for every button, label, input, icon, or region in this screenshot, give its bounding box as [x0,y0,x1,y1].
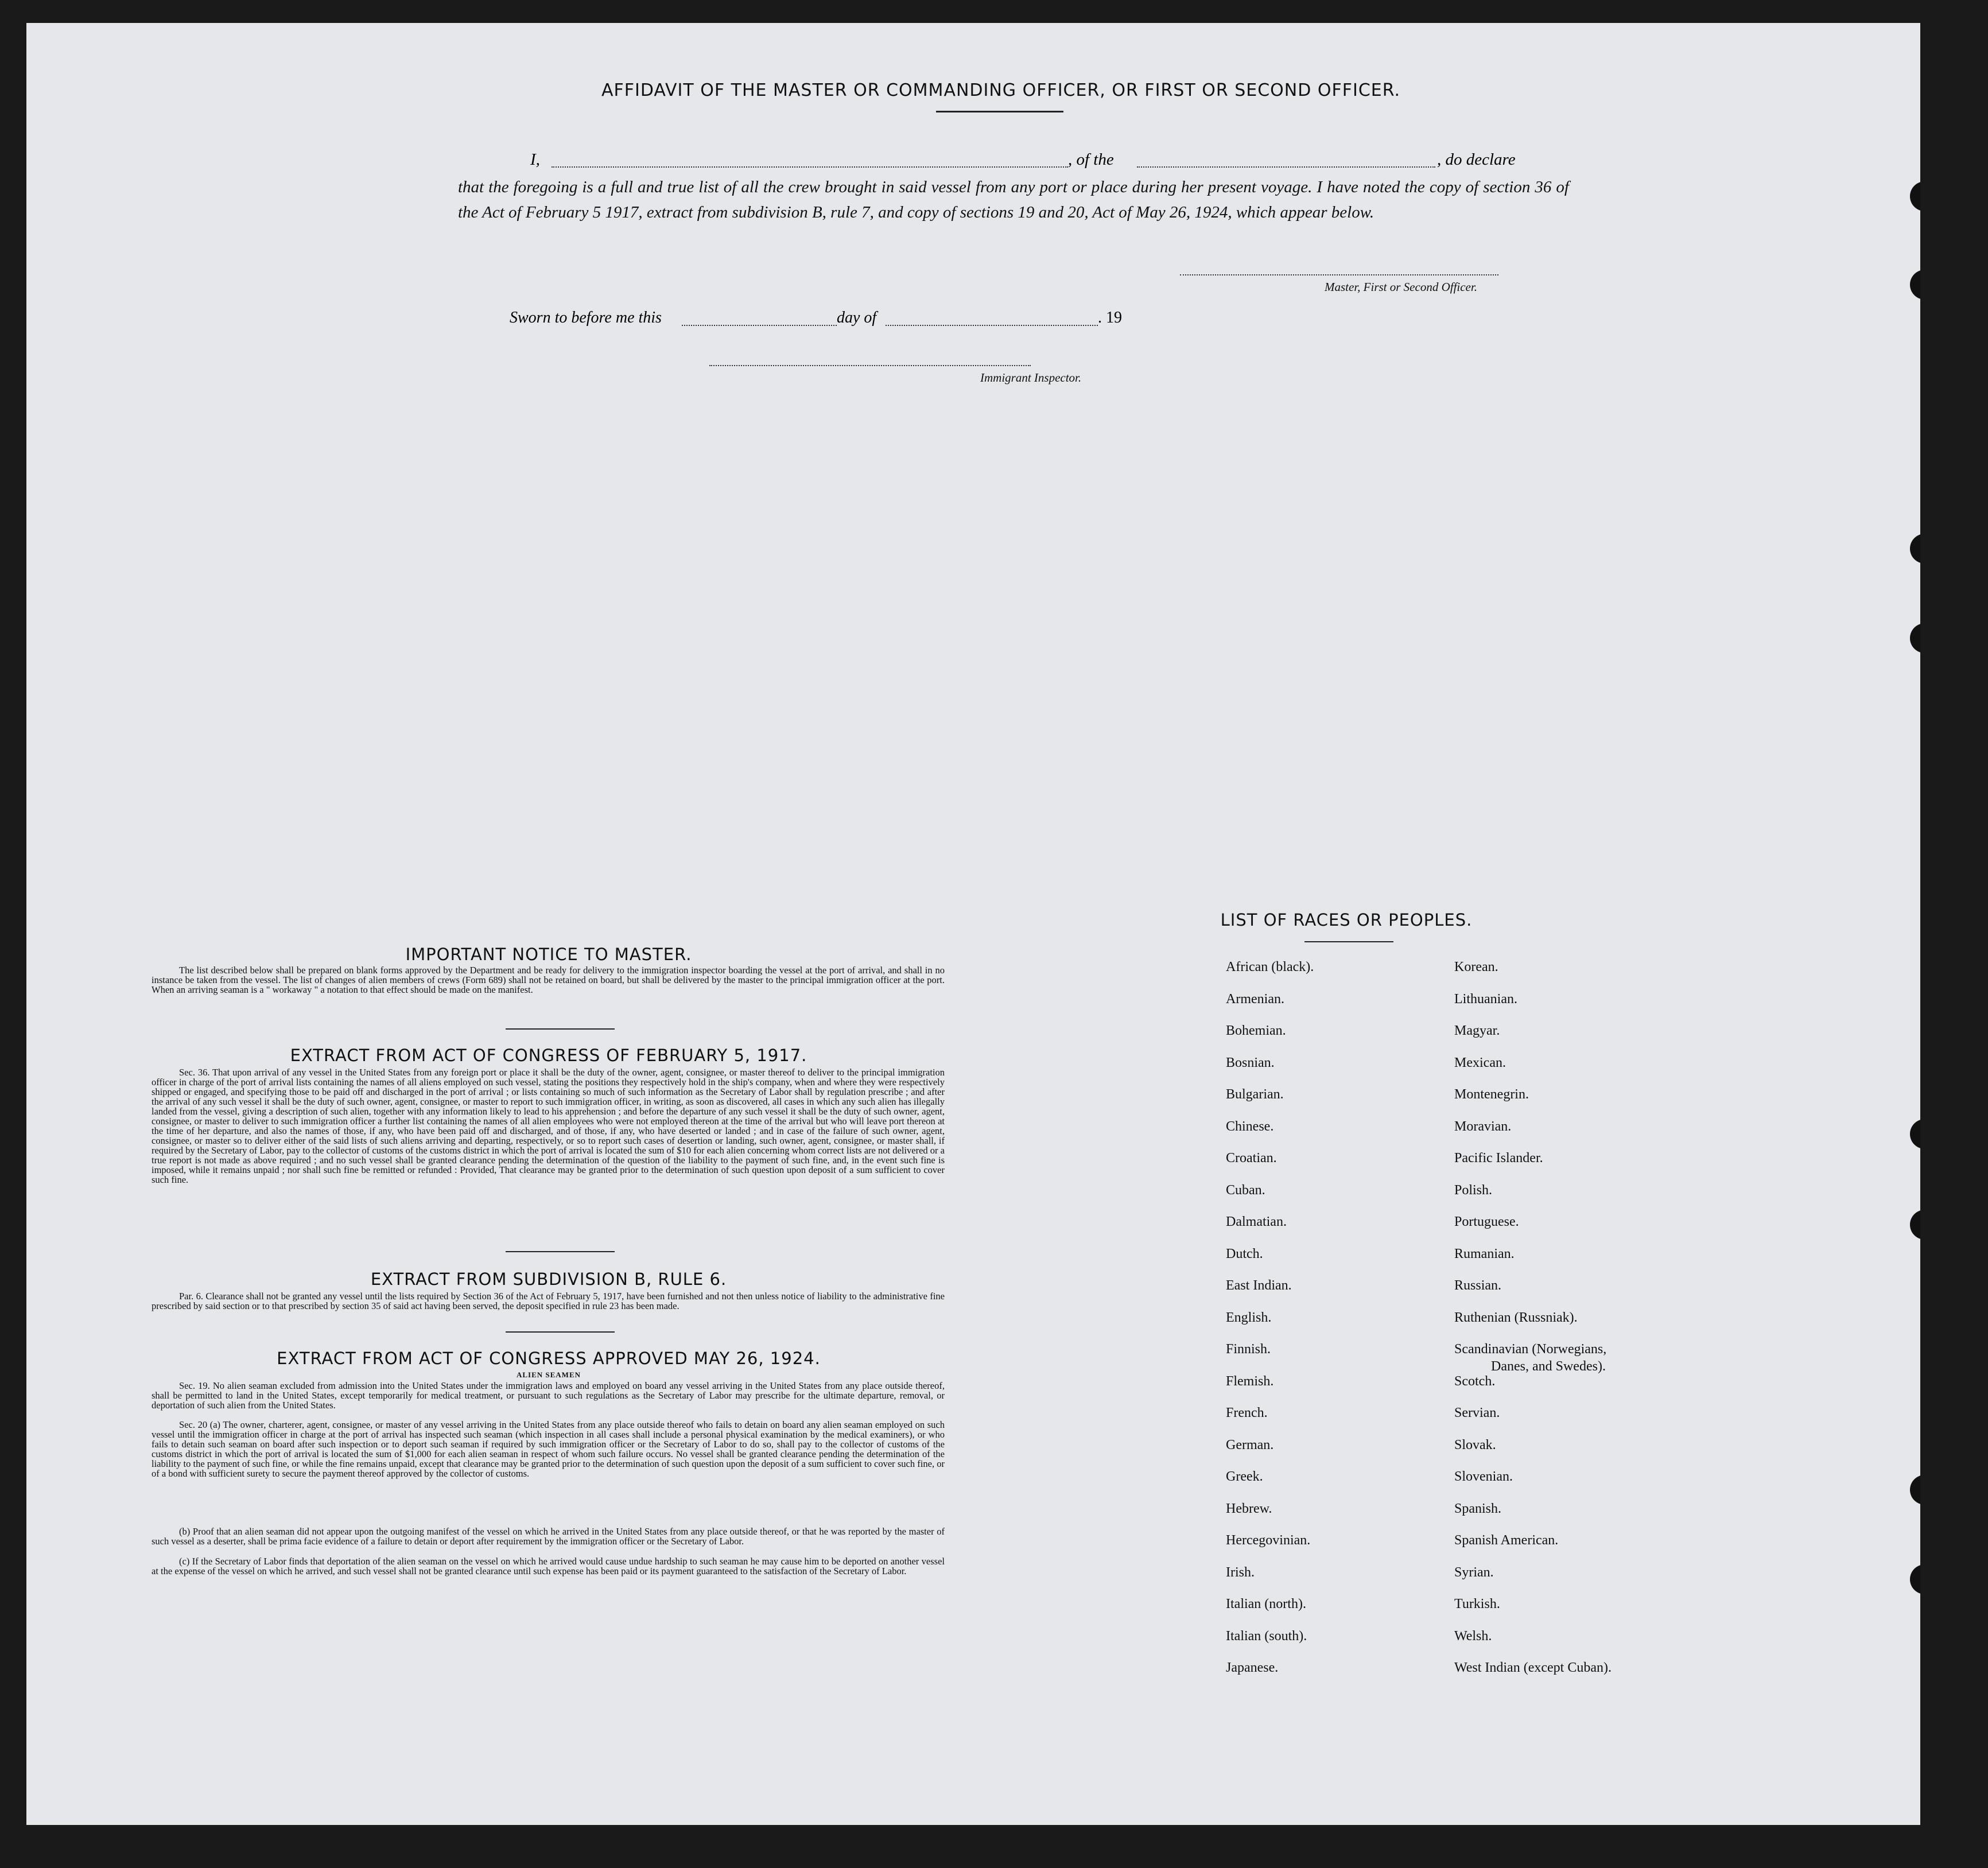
race-item: Polish. [1454,1182,1493,1198]
affidavit-i-label: I, [530,150,540,169]
sworn-year-label: . 19 [1098,309,1122,327]
inspector-label: Immigrant Inspector. [980,371,1082,385]
race-item: French. [1226,1405,1268,1420]
affidavit-title-rule [936,111,1063,112]
sec-20a-text: Sec. 20 (a) The owner, charterer, agent, consignee, or master of any vessel arriving in the United States from any place outside thereof who fails to detain on board any alien seaman employed on such vessel until the immigration officer in charge at the port of arrival has inspected such seaman (which inspection in all cases shall include a personal physical examination by the medical examiners), or who fails to detain such seaman on board after such inspection or to deport such seaman if required by such immigration officer or the Secretary of Labor to do so, shall pay to the collector of customs of the customs district in which the port of arrival is located the sum of $1,000 for each alien seaman in respect of whom such failure occurs. No vessel shall be granted clearance pending the determination of the liability to the payment of such fine, or while the fine remains unpaid, except that clearance may be granted prior to the determination of such question upon the deposit of a sum sufficient to cover such fine, or of a bond with sufficient surety to secure the payment thereof approved by the collector of customs. [152,1419,945,1479]
race-item: Chinese. [1226,1119,1274,1134]
race-item: Pacific Islander. [1454,1151,1543,1166]
punch-hole [1910,270,1920,300]
extract-1917-text: Sec. 36. That upon arrival of any vessel in the United States from any foreign port or place it shall be the duty of the owner, agent, consignee, or master thereof to deliver to the principal immigration officer in charge of the port of arrival lists containing the names of all aliens employed on such vessel, stating the positions they respectively hold in the ship's company, when and where they were respectively shipped or engaged, and specifying those to be paid off and discharged in the port of arrival ; or lists containing so much of such information as the Secretary of Labor shall by regulation prescribe ; and after the arrival of any such vessel it shall be the duty of such owner, agent, consignee, or master to report to such immigration officer, in writing, as soon as discovered, all cases in which any such alien has illegally landed from the vessel, giving a description of such alien, together with any information likely to lead to his apprehension ; and before the departure of any such vessel it shall be the duty of such owner, agent, consignee, or master to deliver to such immigration officer a further list containing the names of all alien employees who were not employed thereon at the time of the arrival but who will leave port thereon at the time of her departure, and also the names of those, if any, who have been paid off and discharged, and of those, if any, who have deserted or landed ; and in case of the failure of such owner, agent, consignee, or master so to deliver either of the said lists of such aliens arriving and departing, respectively, or so to report such cases of desertion or landing, such owner, agent, consignee, or master shall, if required by the Secretary of Labor, pay to the collector of customs of the customs district in which the port of arrival is located the sum of $10 for each alien concerning whom correct lists are not delivered or a true report is not made as above required ; and no such vessel shall be granted clearance pending the determination of the question of the liability to the payment of such fine, and, in the event such fine is imposed, while it remains unpaid ; nor shall such fine be remitted or refunded : Provided, That clearance may be granted prior to the determination of such question upon deposit of a sum sufficient to cover such fine. [152,1067,945,1185]
race-item: Turkish. [1454,1597,1500,1611]
race-item: Japanese. [1226,1660,1279,1675]
punch-hole [1910,1475,1920,1505]
race-item: Welsh. [1454,1628,1492,1644]
race-item: Italian (north). [1226,1597,1306,1611]
race-item: Cuban. [1226,1182,1265,1198]
race-item: English. [1226,1310,1272,1325]
race-item: African (black). [1226,960,1314,974]
sec-20c-text: (c) If the Secretary of Labor finds that deportation of the alien seaman on the vessel on which he arrived would cause undue hardship to such seaman he may cause him to be deported on another vessel at the expense of the vessel on which he arrived, and such vessel shall not be granted clearance until such expense has been paid or its payment guaranteed to the satisfaction of the Secretary of Labor. [152,1556,945,1576]
alien-seamen-subtitle: ALIEN SEAMEN [516,1370,581,1379]
race-item: Croatian. [1226,1151,1277,1166]
race-item: Servian. [1454,1405,1500,1420]
race-item: Scandinavian (Norwegians, [1454,1342,1607,1357]
sworn-prefix: Sworn to before me this [510,309,662,327]
races-right-continuation: Danes, and Swedes). [1491,1359,1606,1374]
notice-rule [506,1028,615,1030]
race-item: Slovak. [1454,1437,1496,1453]
race-item: East Indian. [1226,1278,1292,1293]
race-item: Rumanian. [1454,1246,1515,1261]
race-item: Armenian. [1226,991,1284,1007]
inspector-signature-line [709,365,1031,366]
race-item: Dutch. [1226,1246,1263,1261]
punch-hole [1910,1564,1920,1594]
race-item: Montenegrin. [1454,1087,1529,1102]
race-item: Bulgarian. [1226,1087,1284,1102]
race-item: Scotch. [1454,1373,1496,1389]
race-item: Lithuanian. [1454,991,1517,1007]
subdivision-b-title: EXTRACT FROM SUBDIVISION B, RULE 6. [370,1269,727,1289]
race-item: Hebrew. [1226,1501,1272,1516]
race-item: Russian. [1454,1278,1502,1293]
race-item: Ruthenian (Russniak). [1454,1310,1578,1325]
master-signature-line [1180,274,1498,275]
sworn-month-blank [886,325,1098,326]
race-item: Magyar. [1454,1023,1500,1038]
punch-hole [1910,1210,1920,1240]
master-signature-label: Master, First or Second Officer. [1325,280,1477,294]
affidavit-body: that the foregoing is a full and true list of all the crew brought in said vessel from any port or place during her present voyage. I have noted the copy of section 36 of the Act of February 5 1917, extract from subdivision B, rule 7, and copy of sections 19 and 20, Act of May 26, 1924, which appear below. [458,178,1569,222]
affidavit-declare-label: , do declare [1437,150,1516,169]
race-item: Slovenian. [1454,1469,1513,1484]
race-item: Bosnian. [1226,1055,1275,1070]
race-item: German. [1226,1437,1274,1453]
vessel-blank-field [1137,166,1435,168]
race-item: Finnish. [1226,1342,1271,1357]
race-item: Syrian. [1454,1564,1494,1580]
punch-hole [1910,181,1920,211]
race-item: Spanish. [1454,1501,1502,1516]
race-item: Mexican. [1454,1055,1506,1070]
race-item: Bohemian. [1226,1023,1286,1038]
punch-hole [1910,1119,1920,1149]
race-item: Dalmatian. [1226,1214,1287,1229]
race-item: West Indian (except Cuban). [1454,1660,1612,1675]
race-item: Flemish. [1226,1373,1274,1389]
affidavit-title: AFFIDAVIT OF THE MASTER OR COMMANDING OFFICER, OR FIRST OR SECOND OFFICER. [601,80,1401,100]
races-title: LIST OF RACES OR PEOPLES. [1220,910,1473,930]
notice-title: IMPORTANT NOTICE TO MASTER. [405,945,692,964]
sworn-day-label: day of [837,309,877,327]
subdivision-b-text: Par. 6. Clearance shall not be granted any vessel until the lists required by Section 36 of the Act of February 5, 1917, have been furnished and not then unless notice of liability to the administrative fine prescribed by said section or to that prescribed by section 35 of said act having been served, the deposit specified in rule 23 has been made. [152,1291,945,1311]
punch-hole [1910,534,1920,564]
race-item: Moravian. [1454,1119,1512,1134]
race-item: Portuguese. [1454,1214,1519,1229]
extract-1924-title: EXTRACT FROM ACT OF CONGRESS APPROVED MAY 26, 1924. [277,1349,821,1368]
race-item: Hercegovinian. [1226,1533,1311,1548]
race-item: Korean. [1454,960,1498,974]
sworn-day-blank [682,325,837,326]
notice-text: The list described below shall be prepared on blank forms approved by the Department and be ready for delivery to the immigration inspector boarding the vessel at the port of arrival, and shall in no instance be taken from the vessel. The list of changes of alien members of crews (Form 689) shall not be retained on board, but shall be delivered by the master to the principal immigration officer at the port. When an arriving seaman is a " workaway " a notation to that effect should be made on the manifest. [152,965,945,995]
race-item: Greek. [1226,1469,1263,1484]
extract-1917-rule [506,1251,615,1252]
sec-20b-text: (b) Proof that an alien seaman did not appear upon the outgoing manifest of the vessel on which he arrived in the United States from any place outside thereof, or that he was reported by the master of such vessel as a deserter, shall be prima facie evidence of a failure to detain or deport after requirement by the immigration officer or the Secretary of Labor. [152,1526,945,1547]
affidavit-of-the-label: , of the [1068,150,1114,169]
name-blank-field [552,166,1068,168]
race-item: Spanish American. [1454,1533,1559,1548]
race-item: Italian (south). [1226,1628,1307,1644]
races-title-rule [1304,941,1393,942]
sec-19-text: Sec. 19. No alien seaman excluded from admission into the United States under the immigration laws and employed on board any vessel arriving in the United States from any place outside thereof, shall be permitted to land in the United States, except temporarily for medical treatment, or pursuant to such regulations as the Secretary of Labor may prescribe for the ultimate departure, removal, or deportation of such alien from the United States. [152,1380,945,1411]
extract-1917-title: EXTRACT FROM ACT OF CONGRESS OF FEBRUARY 5, 1917. [290,1046,807,1065]
punch-hole [1910,623,1920,653]
document-page [26,23,1920,1825]
subdivision-b-rule [506,1331,615,1333]
race-item: Irish. [1226,1564,1255,1580]
